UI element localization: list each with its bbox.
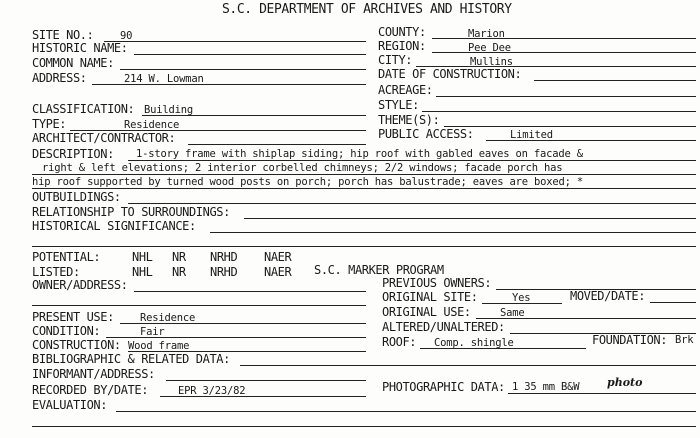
blank-line: [32, 246, 696, 247]
classification-label: CLASSIFICATION:: [32, 102, 135, 116]
potential-nrhd: NRHD: [210, 250, 238, 264]
address-value: 214 W. Lowman: [124, 73, 204, 85]
photographic-label: PHOTOGRAPHIC DATA:: [382, 380, 505, 394]
marker-program-label: S.C. MARKER PROGRAM: [314, 263, 444, 277]
date-of-construction-line: [534, 80, 696, 81]
site-no-line: [104, 41, 366, 42]
public-access-label: PUBLIC ACCESS:: [378, 127, 474, 141]
region-value: Pee Dee: [468, 42, 511, 54]
potential-naer: NAER: [264, 250, 292, 264]
listed-nrhd: NRHD: [210, 265, 238, 279]
construction-label: CONSTRUCTION:: [32, 338, 121, 352]
common-name-label: COMMON NAME:: [32, 56, 114, 70]
architect-line: [188, 144, 366, 145]
type-value: Residence: [124, 119, 180, 131]
roof-label: ROOF:: [382, 335, 417, 349]
city-label: CITY:: [378, 53, 413, 67]
address-label: ADDRESS:: [32, 71, 87, 85]
owner-address-label: OWNER/ADDRESS:: [32, 278, 128, 292]
bibliographic-line: [240, 365, 696, 366]
informant-line: [166, 380, 366, 381]
site-no-value: 90: [120, 30, 133, 42]
original-site-label: ORIGINAL SITE:: [382, 290, 478, 304]
style-line: [422, 111, 696, 112]
site-no-label: SITE NO.:: [32, 28, 94, 42]
potential-nhl: NHL: [132, 250, 153, 264]
potential-label: POTENTIAL:: [32, 250, 101, 264]
classification-value: Building: [144, 104, 193, 116]
date-of-construction-label: DATE OF CONSTRUCTION:: [378, 67, 522, 81]
architect-label: ARCHITECT/CONTRACTOR:: [32, 131, 176, 145]
description-line-2: [32, 174, 696, 175]
altered-label: ALTERED/UNALTERED:: [382, 320, 505, 334]
outbuildings-label: OUTBUILDINGS:: [32, 190, 121, 204]
listed-nhl: NHL: [132, 265, 153, 279]
listed-nr: NR: [172, 265, 186, 279]
foundation-label: FOUNDATION:: [592, 333, 668, 347]
construction-value: Wood frame: [128, 340, 190, 352]
moved-date-line: [650, 302, 696, 303]
common-name-line: [120, 69, 366, 70]
description-value-line-3: hip roof supported by turned wood posts on porch; porch has balustrade; eaves are boxed; *: [32, 176, 583, 188]
outbuildings-line: [128, 203, 696, 204]
foundation-value: Brk: [675, 334, 694, 346]
county-value: Marion: [468, 28, 505, 40]
condition-value: Fair: [140, 326, 165, 338]
acreage-label: ACREAGE:: [378, 83, 433, 97]
previous-owners-label: PREVIOUS OWNERS:: [382, 276, 492, 290]
listed-naer: NAER: [264, 265, 292, 279]
description-line-3: [32, 188, 696, 189]
historical-significance-label: HISTORICAL SIGNIFICANCE:: [32, 219, 196, 233]
historic-name-label: HISTORIC NAME:: [32, 41, 128, 55]
description-label: DESCRIPTION:: [32, 147, 114, 161]
bibliographic-label: BIBLIOGRAPHIC & RELATED DATA:: [32, 352, 230, 366]
recorded-by-value: EPR 3/23/82: [178, 385, 246, 397]
relationship-line: [244, 218, 696, 219]
historic-name-line: [134, 54, 366, 55]
original-site-value: Yes: [512, 292, 531, 304]
listed-label: LISTED:: [32, 265, 80, 279]
type-label: TYPE:: [32, 117, 67, 131]
recorded-by-label: RECORDED BY/DATE:: [32, 383, 149, 397]
style-label: STYLE:: [378, 98, 419, 112]
themes-line: [444, 126, 696, 127]
form-title: S.C. DEPARTMENT OF ARCHIVES AND HISTORY: [222, 2, 512, 17]
potential-nr: NR: [172, 250, 186, 264]
owner-address-line: [134, 291, 366, 292]
acreage-line: [436, 96, 696, 97]
photographic-value: 1 35 mm B&W: [512, 381, 580, 393]
county-label: COUNTY:: [378, 25, 426, 39]
description-value-line-1: 1-story frame with shiplap siding; hip roof with gabled eaves on facade &: [136, 148, 583, 160]
owner-address-line-2: [32, 305, 366, 306]
evaluation-line: [116, 411, 696, 412]
present-use-label: PRESENT USE:: [32, 310, 114, 324]
city-value: Mullins: [470, 56, 513, 68]
original-use-value: Same: [500, 307, 525, 319]
evaluation-label: EVALUATION:: [32, 398, 108, 412]
photographic-line: [508, 393, 696, 394]
original-use-label: ORIGINAL USE:: [382, 305, 471, 319]
public-access-value: Limited: [510, 129, 553, 141]
relationship-label: RELATIONSHIP TO SURROUNDINGS:: [32, 205, 230, 219]
informant-label: INFORMANT/ADDRESS:: [32, 367, 155, 381]
description-value-line-2: right & left elevations; 2 interior corbelled chimneys; 2/2 windows; facade porch has: [42, 162, 563, 174]
present-use-value: Residence: [140, 312, 196, 324]
condition-label: CONDITION:: [32, 324, 101, 338]
moved-date-label: MOVED/DATE:: [570, 289, 646, 303]
historical-significance-line: [210, 232, 696, 233]
description-line-1: [128, 160, 696, 161]
photographic-handwritten-note: photo: [607, 376, 643, 389]
roof-value: Comp. shingle: [434, 337, 514, 349]
region-label: REGION:: [378, 39, 426, 53]
evaluation-line-2: [32, 426, 696, 427]
themes-label: THEME(S):: [378, 113, 440, 127]
